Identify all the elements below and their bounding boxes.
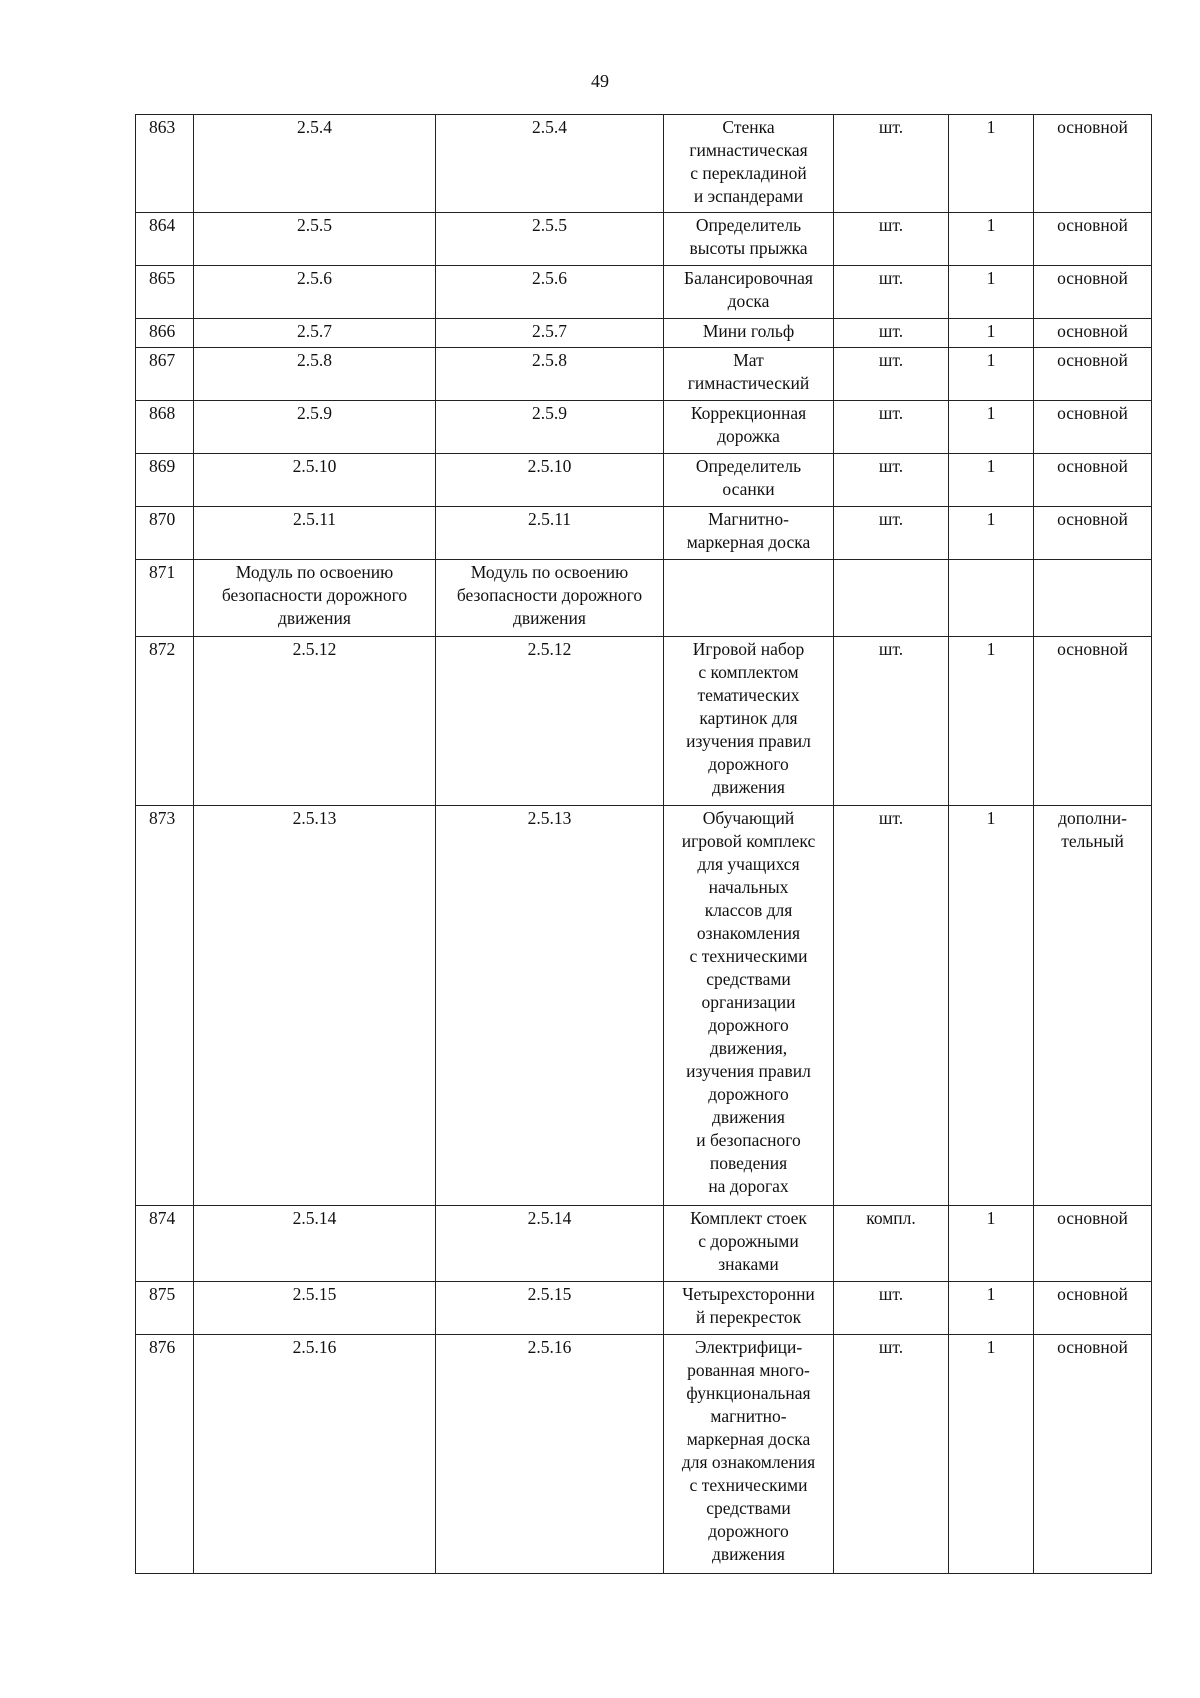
row-number-cell: 875 <box>136 1282 194 1335</box>
code-cell: 2.5.6 <box>436 266 664 319</box>
quantity-cell: 1 <box>949 454 1034 507</box>
quantity-cell: 1 <box>949 213 1034 266</box>
type-cell: основной <box>1034 213 1152 266</box>
code-cell: 2.5.15 <box>194 1282 436 1335</box>
code-cell: 2.5.6 <box>194 266 436 319</box>
quantity-cell: 1 <box>949 266 1034 319</box>
code-cell: 2.5.9 <box>436 401 664 454</box>
row-number-cell: 876 <box>136 1335 194 1574</box>
row-number-cell: 872 <box>136 637 194 806</box>
quantity-cell: 1 <box>949 1282 1034 1335</box>
unit-cell: шт. <box>834 213 949 266</box>
quantity-cell: 1 <box>949 806 1034 1206</box>
code-cell: 2.5.16 <box>436 1335 664 1574</box>
item-name-cell: Стенка гимнастическая с перекладиной и эспандерами <box>664 115 834 213</box>
quantity-cell: 1 <box>949 637 1034 806</box>
type-cell: основной <box>1034 454 1152 507</box>
item-name-cell: Определитель осанки <box>664 454 834 507</box>
code-cell: 2.5.13 <box>436 806 664 1206</box>
row-number-cell: 870 <box>136 507 194 560</box>
type-cell <box>1034 560 1152 637</box>
table-row <box>136 348 1152 401</box>
quantity-cell: 1 <box>949 319 1034 348</box>
quantity-cell <box>949 560 1034 637</box>
code-cell: 2.5.10 <box>436 454 664 507</box>
unit-cell <box>834 560 949 637</box>
unit-cell: шт. <box>834 637 949 806</box>
code-cell: 2.5.4 <box>436 115 664 213</box>
table-row <box>136 319 1152 348</box>
code-cell: 2.5.8 <box>194 348 436 401</box>
row-number-cell: 873 <box>136 806 194 1206</box>
code-cell: 2.5.4 <box>194 115 436 213</box>
item-name-cell: Мат гимнастический <box>664 348 834 401</box>
item-name-cell: Обучающий игровой комплекс для учащихся начальных классов для ознакомления с техническими средствами организации дорожного движения, изучения правил дорожного движения и безопасного поведения на дорогах <box>664 806 834 1206</box>
code-cell: 2.5.7 <box>194 319 436 348</box>
item-name-cell: Игровой набор с комплектом тематических картинок для изучения правил дорожного движения <box>664 637 834 806</box>
type-cell: основной <box>1034 401 1152 454</box>
row-number-cell: 864 <box>136 213 194 266</box>
type-cell: основной <box>1034 637 1152 806</box>
item-name-cell: Определитель высоты прыжка <box>664 213 834 266</box>
row-number-cell: 867 <box>136 348 194 401</box>
unit-cell: шт. <box>834 1282 949 1335</box>
table-row <box>136 454 1152 507</box>
quantity-cell: 1 <box>949 348 1034 401</box>
row-number-cell: 866 <box>136 319 194 348</box>
page-number: 49 <box>591 71 609 91</box>
code-cell: 2.5.5 <box>436 213 664 266</box>
type-cell: основной <box>1034 1282 1152 1335</box>
code-cell: 2.5.9 <box>194 401 436 454</box>
type-cell: основной <box>1034 348 1152 401</box>
table-row <box>136 1282 1152 1335</box>
equipment-table <box>135 114 1152 1574</box>
table-row <box>136 266 1152 319</box>
quantity-cell: 1 <box>949 401 1034 454</box>
table-body <box>136 115 1152 1574</box>
table-row <box>136 806 1152 1206</box>
code-cell: 2.5.16 <box>194 1335 436 1574</box>
table-row <box>136 213 1152 266</box>
unit-cell: шт. <box>834 348 949 401</box>
type-cell: основной <box>1034 507 1152 560</box>
row-number-cell: 863 <box>136 115 194 213</box>
item-name-cell: Мини гольф <box>664 319 834 348</box>
row-number-cell: 874 <box>136 1206 194 1282</box>
code-cell: Модуль по освоению безопасности дорожного движения <box>194 560 436 637</box>
code-cell: 2.5.8 <box>436 348 664 401</box>
unit-cell: шт. <box>834 401 949 454</box>
unit-cell: шт. <box>834 1335 949 1574</box>
unit-cell: шт. <box>834 115 949 213</box>
type-cell: дополни- тельный <box>1034 806 1152 1206</box>
item-name-cell: Балансировочная доска <box>664 266 834 319</box>
item-name-cell <box>664 560 834 637</box>
table-row <box>136 507 1152 560</box>
type-cell: основной <box>1034 1206 1152 1282</box>
unit-cell: компл. <box>834 1206 949 1282</box>
unit-cell: шт. <box>834 507 949 560</box>
item-name-cell: Коррекционная дорожка <box>664 401 834 454</box>
item-name-cell: Магнитно- маркерная доска <box>664 507 834 560</box>
code-cell: 2.5.11 <box>194 507 436 560</box>
code-cell: 2.5.15 <box>436 1282 664 1335</box>
row-number-cell: 865 <box>136 266 194 319</box>
type-cell: основной <box>1034 266 1152 319</box>
code-cell: 2.5.11 <box>436 507 664 560</box>
code-cell: 2.5.13 <box>194 806 436 1206</box>
quantity-cell: 1 <box>949 115 1034 213</box>
table-row <box>136 401 1152 454</box>
item-name-cell: Электрифици- рованная много- функциональная магнитно- маркерная доска для ознакомления с техническими средствами дорожного движения <box>664 1335 834 1574</box>
table-row <box>136 1206 1152 1282</box>
unit-cell: шт. <box>834 806 949 1206</box>
quantity-cell: 1 <box>949 1206 1034 1282</box>
code-cell: 2.5.5 <box>194 213 436 266</box>
table-row <box>136 560 1152 637</box>
table-row <box>136 637 1152 806</box>
quantity-cell: 1 <box>949 507 1034 560</box>
type-cell: основной <box>1034 319 1152 348</box>
table-row <box>136 1335 1152 1574</box>
row-number-cell: 868 <box>136 401 194 454</box>
code-cell: 2.5.10 <box>194 454 436 507</box>
row-number-cell: 869 <box>136 454 194 507</box>
row-number-cell: 871 <box>136 560 194 637</box>
quantity-cell: 1 <box>949 1335 1034 1574</box>
code-cell: 2.5.14 <box>194 1206 436 1282</box>
code-cell: 2.5.7 <box>436 319 664 348</box>
unit-cell: шт. <box>834 266 949 319</box>
code-cell: 2.5.12 <box>436 637 664 806</box>
code-cell: 2.5.14 <box>436 1206 664 1282</box>
type-cell: основной <box>1034 1335 1152 1574</box>
table-row <box>136 115 1152 213</box>
code-cell: Модуль по освоению безопасности дорожного движения <box>436 560 664 637</box>
unit-cell: шт. <box>834 454 949 507</box>
unit-cell: шт. <box>834 319 949 348</box>
code-cell: 2.5.12 <box>194 637 436 806</box>
type-cell: основной <box>1034 115 1152 213</box>
item-name-cell: Четырехсторонни й перекресток <box>664 1282 834 1335</box>
item-name-cell: Комплект стоек с дорожными знаками <box>664 1206 834 1282</box>
